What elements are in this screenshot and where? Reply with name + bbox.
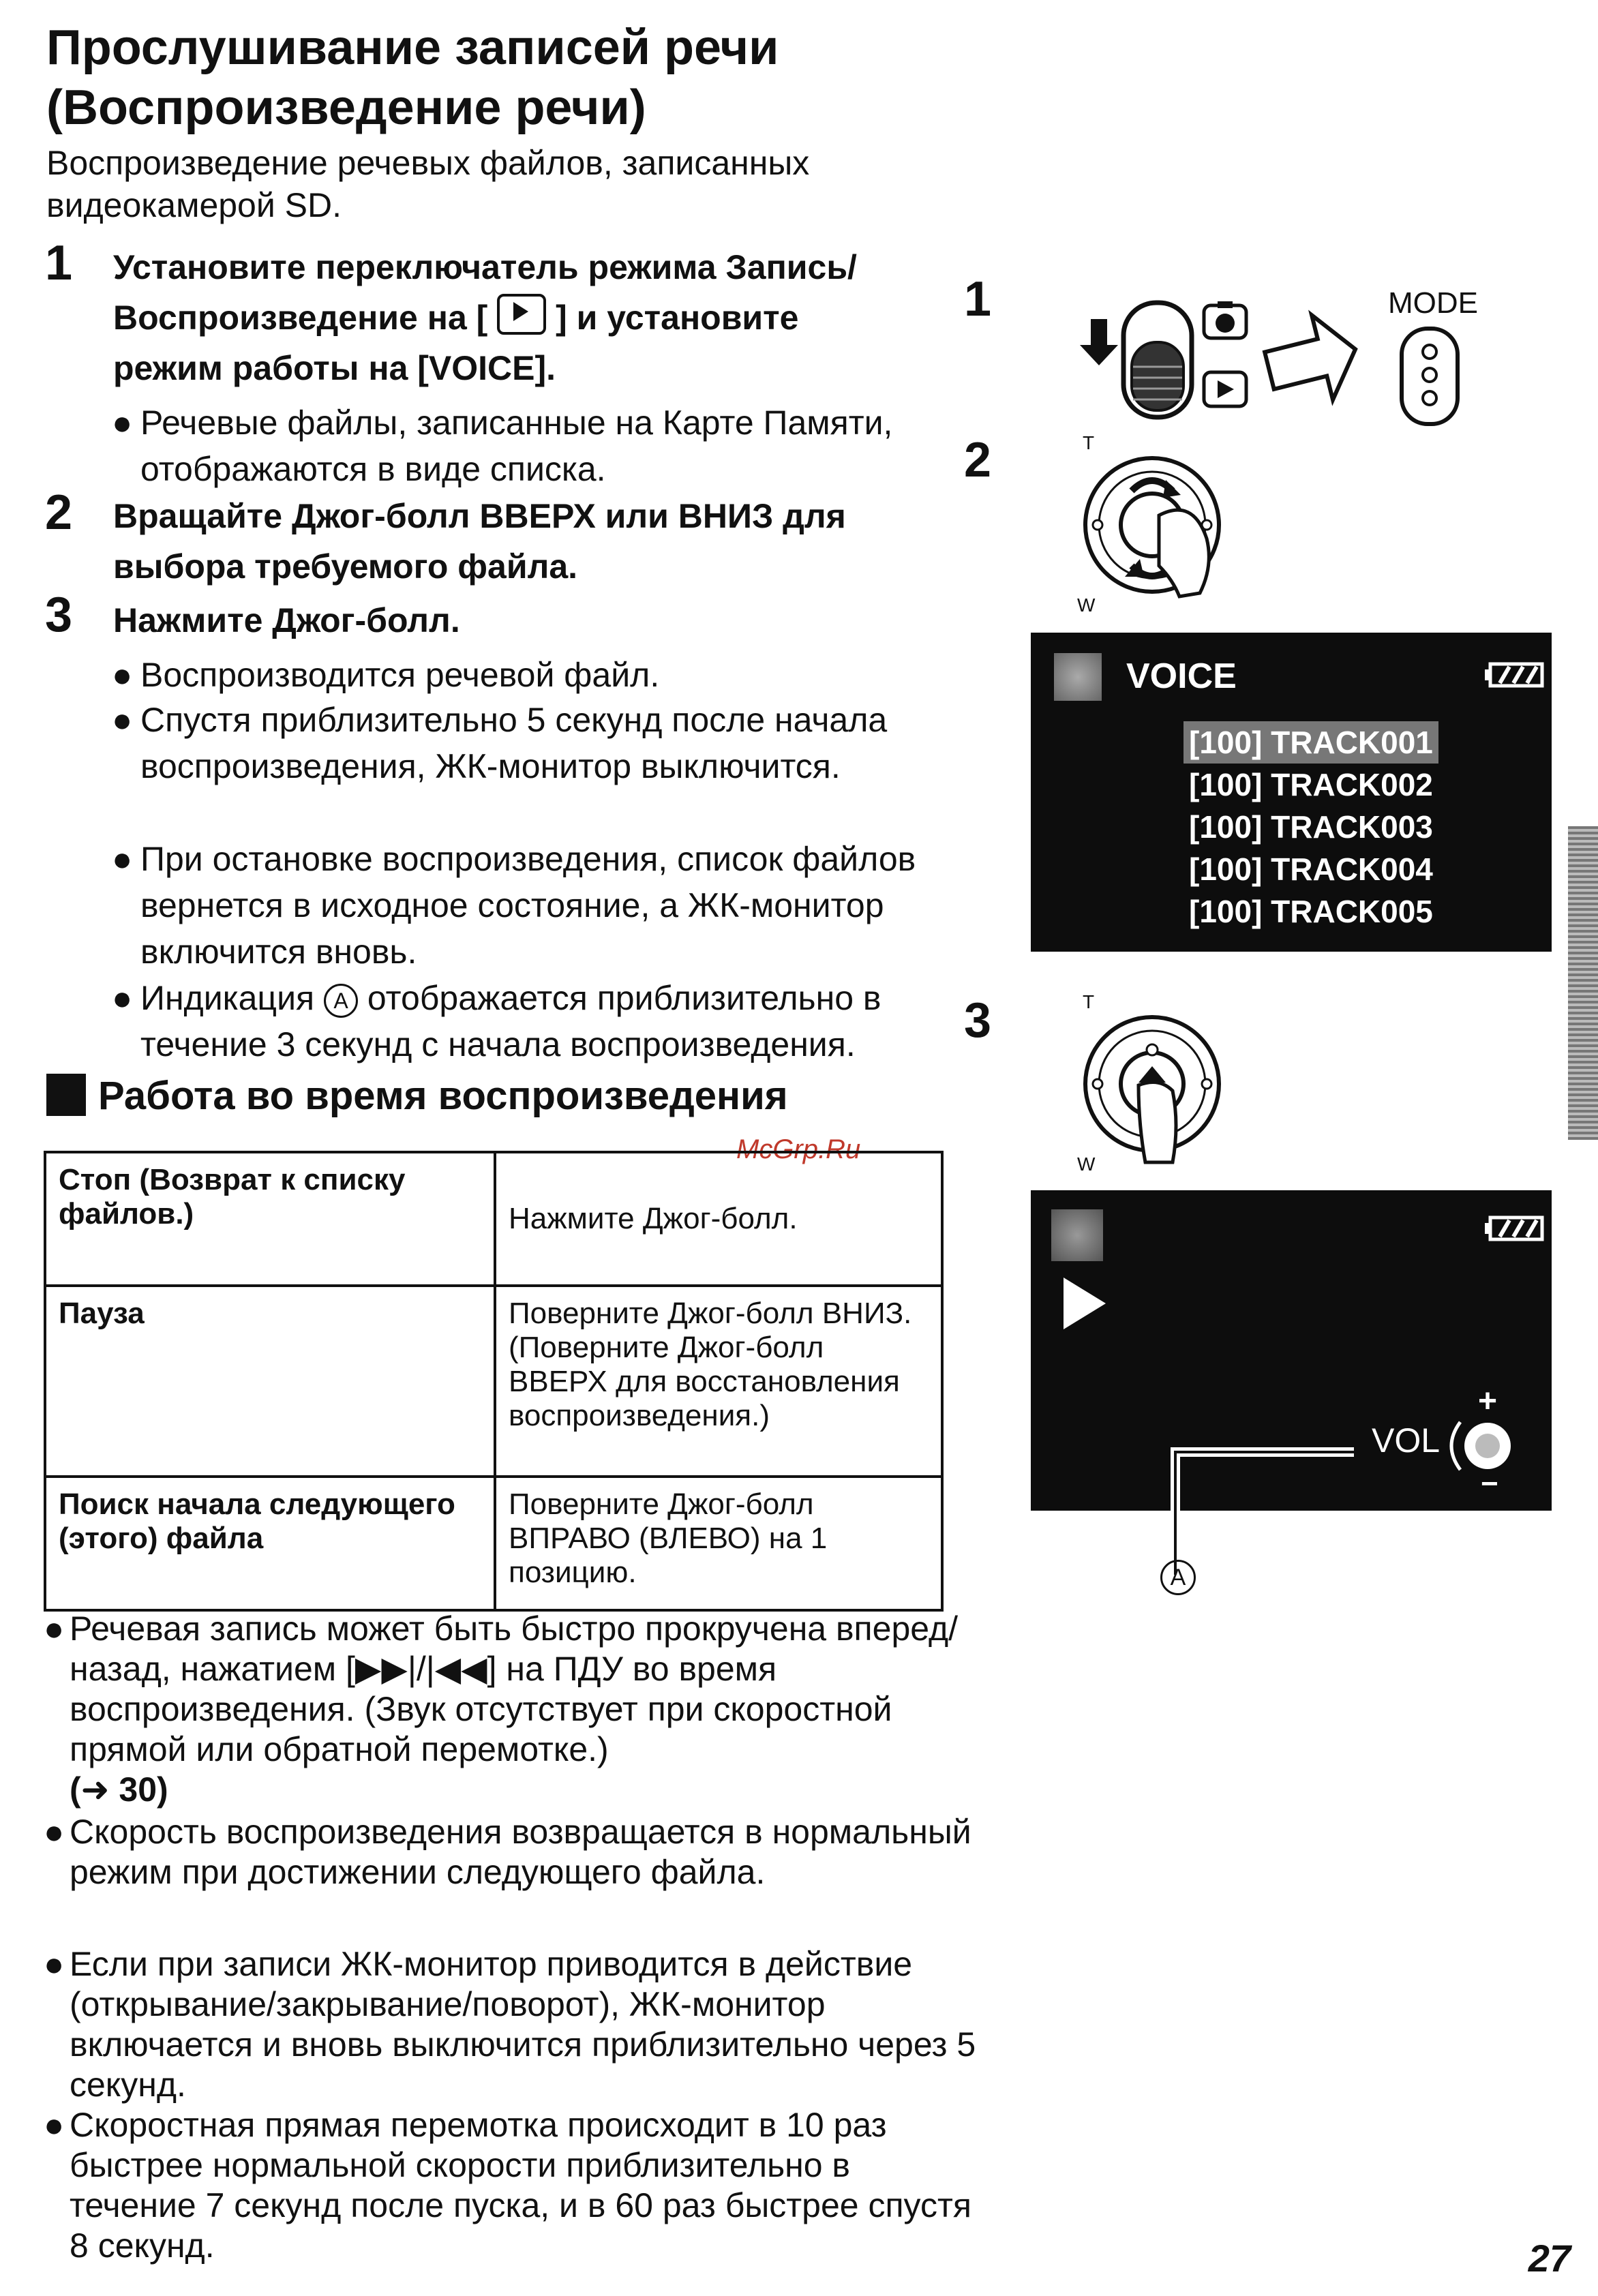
title-line-2: (Воспроизведение речи)	[46, 80, 646, 135]
right-arrow-icon	[1258, 307, 1366, 413]
table-cell-how-text: Нажмите Джог-болл.	[509, 1202, 798, 1235]
note-4	[44, 2105, 983, 2266]
note-1-sep: /	[416, 1650, 426, 1688]
mode-button-icon	[1402, 329, 1458, 424]
volume-minus: −	[1481, 1467, 1498, 1500]
battery-icon	[1485, 660, 1546, 690]
step-2-number: 2	[45, 485, 73, 540]
step-1-text	[113, 243, 999, 393]
step-1-part-c: ] и установите	[556, 299, 799, 337]
step-3-bullet-4	[112, 975, 979, 1068]
zoom-t-label: T	[1083, 991, 1095, 1012]
step-3-bullet-3-text: При остановке воспроизведения, список файлов вернется в исходное состояние, а ЖК-монитор включится вновь.	[140, 840, 916, 971]
note-3-text: Если при записи ЖК-монитор приводится в действие (открывание/закрывание/поворот), ЖК-монитор включается и вновь выключится приблизительно через 5 секунд.	[70, 1945, 976, 2104]
step-2-text: Вращайте Джог-болл ВВЕРХ или ВНИЗ для выбора требуемого файла.	[113, 497, 846, 586]
play-icon	[1061, 1275, 1109, 1332]
mode-switch-icon	[1124, 303, 1192, 417]
figure-3-number: 3	[964, 993, 992, 1048]
step-3-bullet-2	[112, 697, 924, 789]
bullet-dot: ●	[112, 656, 133, 694]
figure-1-number: 1	[964, 272, 992, 327]
callout-a-label: A	[1160, 1560, 1196, 1595]
skip-forward-icon: ▶▶|	[355, 1650, 417, 1688]
note-1-part-b: ] на ПДУ во время воспроизведения. (Звук отсутствует при скоростной прямой или обратной перемотке.)	[70, 1650, 892, 1768]
track-item[interactable]: [100] TRACK002	[1189, 767, 1433, 802]
jog-ball-rotate-figure	[1070, 450, 1227, 607]
table-row	[45, 1477, 942, 1610]
jog-ball-press-figure	[1070, 1009, 1227, 1166]
table-cell-how	[495, 1152, 942, 1286]
step-1-bullet	[112, 399, 945, 492]
note-1	[44, 1609, 983, 1810]
voice-mode-icon	[1051, 1209, 1103, 1261]
table-cell-how: Поверните Джог-болл ВНИЗ. (Поверните Джог-болл ВВЕРХ для восстановления воспроизведения.)	[495, 1286, 942, 1477]
bullet-dot: ●	[112, 979, 133, 1017]
track-item[interactable]: [100] TRACK005	[1189, 894, 1433, 929]
voice-list-screen	[1031, 633, 1552, 952]
table-row	[45, 1152, 942, 1286]
step-3-bullet-2-text: Спустя приблизительно 5 секунд после начала воспроизведения, ЖК-монитор выключится.	[140, 701, 888, 785]
mode-label: MODE	[1388, 286, 1478, 320]
track-item-selected[interactable]: [100] TRACK001	[1184, 721, 1438, 764]
watermark: McGrp.Ru	[736, 1134, 861, 1164]
skip-back-icon: |◀◀	[425, 1650, 487, 1688]
table-cell-action: Пауза	[45, 1286, 495, 1477]
step-3-bullet-4-part-b: отображается приблизительно в течение 3 секунд с начала воспроизведения.	[140, 979, 881, 1063]
note-3	[44, 1944, 983, 2105]
step-3-bullet-1-text: Воспроизводится речевой файл.	[140, 656, 660, 694]
page-title	[46, 18, 933, 138]
step-3-text: Нажмите Джог-болл.	[113, 601, 460, 639]
volume-plus: +	[1478, 1383, 1498, 1419]
bullet-dot: ●	[112, 404, 133, 442]
bullet-dot: ●	[44, 2106, 65, 2144]
section-title-text: Работа во время воспроизведения	[98, 1074, 788, 1118]
play-mode-icon	[1204, 372, 1246, 406]
bullet-dot: ●	[44, 1610, 65, 1648]
volume-label: VOL	[1372, 1421, 1441, 1460]
step-3-bullet-3	[112, 836, 924, 975]
table-row	[45, 1286, 942, 1477]
bullet-dot: ●	[44, 1945, 65, 1983]
down-arrow-icon	[1080, 319, 1118, 365]
page-number: 27	[1528, 2237, 1571, 2280]
table-cell-action: Стоп (Возврат к списку файлов.)	[45, 1152, 495, 1286]
bullet-dot: ●	[44, 1813, 65, 1851]
operations-table	[44, 1151, 944, 1612]
note-1-part-a: Речевая запись может быть быстро прокручена вперед/назад, нажатием [	[70, 1610, 959, 1688]
zoom-w-label: W	[1077, 594, 1096, 616]
title-line-1: Прослушивание записей речи	[46, 20, 779, 75]
bullet-dot: ●	[112, 840, 133, 878]
note-4-text: Скоростная прямая перемотка происходит в 10 раз быстрее нормальной скорости приблизительно в течение 7 секунд после пуска, и в 60 раз быстрее спустя 8 секунд.	[70, 2106, 971, 2265]
voice-mode-icon	[1054, 653, 1102, 701]
step-1-line-d: режим работы на [VOICE].	[113, 349, 556, 387]
step-1-line-a: Установите переключатель режима Запись/	[113, 248, 857, 286]
playback-mode-icon	[497, 294, 546, 335]
step-1-part-b: Воспроизведение на [	[113, 299, 488, 337]
track-item[interactable]: [100] TRACK003	[1189, 809, 1433, 845]
section-tab	[1568, 826, 1598, 1140]
intro-text: Воспроизведение речевых файлов, записанных видеокамерой SD.	[46, 144, 810, 224]
note-2	[44, 1812, 983, 1892]
table-cell-how: Поверните Джог-болл ВПРАВО (ВЛЕВО) на 1 позицию.	[495, 1477, 942, 1610]
note-1-ref: (➜ 30)	[70, 1770, 168, 1809]
step-3-bullet-1	[112, 652, 1034, 698]
screen-title: VOICE	[1126, 656, 1237, 696]
section-title	[46, 1070, 788, 1122]
zoom-t-label: T	[1083, 432, 1095, 453]
figure-2-number: 2	[964, 433, 992, 487]
step-1-number: 1	[45, 236, 73, 290]
bullet-dot: ●	[112, 701, 133, 739]
step-1-line-b	[113, 292, 999, 344]
note-2-text: Скорость воспроизведения возвращается в нормальный режим при достижении следующего файла.	[70, 1813, 971, 1891]
step-3-number: 3	[45, 588, 73, 642]
step-3-bullet-4-part-a: Индикация	[140, 979, 315, 1017]
track-item[interactable]: [100] TRACK004	[1189, 851, 1433, 887]
battery-icon	[1485, 1213, 1546, 1243]
table-cell-action: Поиск начала следующего (этого) файла	[45, 1477, 495, 1610]
zoom-w-label: W	[1077, 1153, 1096, 1175]
step-1-bullet-text: Речевые файлы, записанные на Карте Памяти, отображаются в виде списка.	[140, 404, 893, 488]
callout-a-icon: A	[324, 984, 358, 1018]
record-mode-icon	[1204, 301, 1246, 338]
section-square-icon	[46, 1074, 86, 1116]
